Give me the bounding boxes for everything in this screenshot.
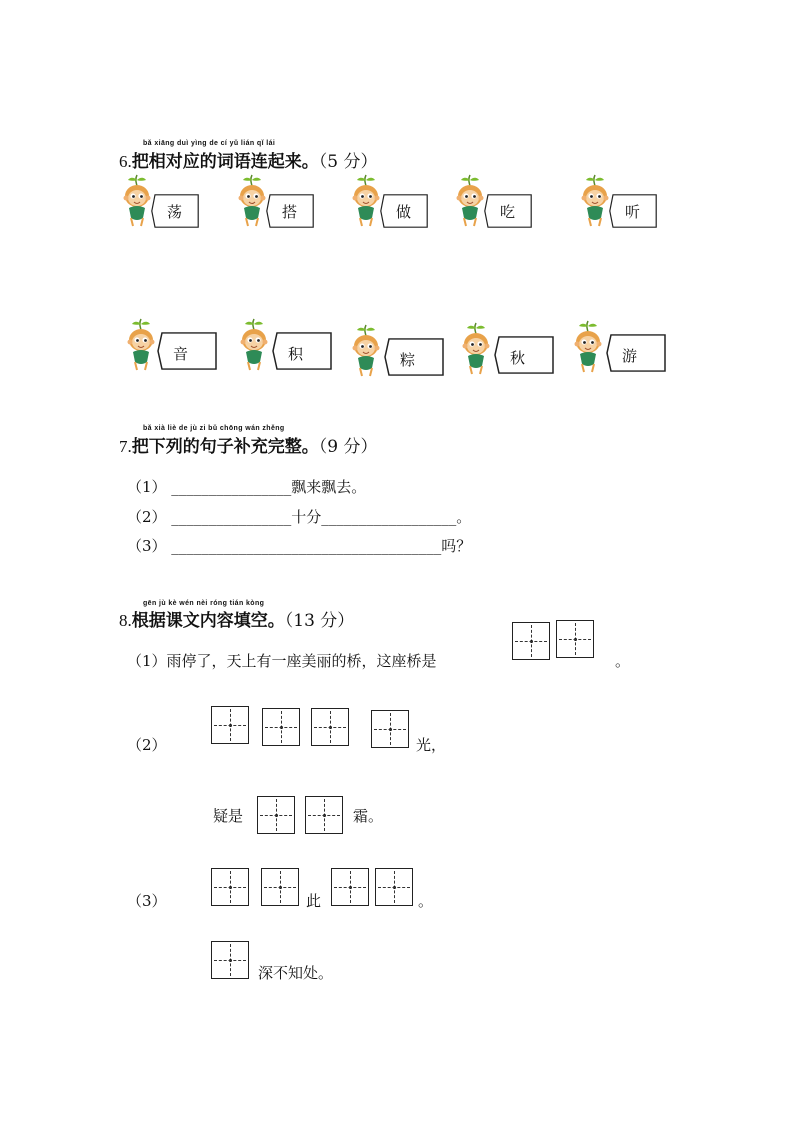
q6-score: （5 分） bbox=[318, 152, 378, 172]
q6-title-text: 把相对应的词语连起来。 bbox=[131, 152, 319, 172]
writing-grid-box[interactable] bbox=[331, 868, 369, 906]
mascot-icon bbox=[240, 318, 268, 372]
writing-grid-box[interactable] bbox=[375, 868, 413, 906]
q8-sub3-label: （3） bbox=[127, 892, 167, 910]
q7-line-2[interactable]: （2） ________________十分__________________。 bbox=[127, 508, 472, 526]
word-card-6[interactable] bbox=[127, 318, 189, 376]
q7-title bbox=[119, 432, 377, 457]
q6-pinyin: bǎ xiāng duì yìng de cí yǔ lián qǐ lái bbox=[143, 140, 276, 147]
word-card-8[interactable] bbox=[352, 324, 416, 382]
writing-grid-box[interactable] bbox=[257, 796, 295, 834]
word: 吃 bbox=[500, 203, 516, 221]
word: 秋 bbox=[510, 349, 526, 367]
q7-title-text: 把下列的句子补充完整。 bbox=[131, 437, 319, 457]
q8-sub3-end: 。 bbox=[418, 892, 434, 910]
q8-title-text: 根据课文内容填空。 bbox=[131, 611, 285, 631]
writing-grid-box[interactable] bbox=[311, 708, 349, 746]
q8-number: 8. bbox=[119, 611, 132, 630]
mascot-icon bbox=[238, 174, 266, 228]
writing-grid-box[interactable] bbox=[211, 941, 249, 979]
q8-sub1 bbox=[127, 650, 437, 671]
word-card-10[interactable] bbox=[574, 320, 638, 378]
word-card-7[interactable] bbox=[240, 318, 304, 376]
word: 听 bbox=[625, 203, 641, 221]
q8-sub2-line2-start: 疑是 bbox=[213, 807, 244, 825]
writing-grid-box[interactable] bbox=[261, 868, 299, 906]
word-card-2[interactable] bbox=[238, 174, 298, 232]
q7-pinyin: bǎ xià liè de jù zi bǔ chōng wán zhěng bbox=[143, 425, 285, 432]
word: 积 bbox=[288, 345, 304, 363]
writing-grid-box[interactable] bbox=[262, 708, 300, 746]
writing-grid-box[interactable] bbox=[305, 796, 343, 834]
mascot-icon bbox=[456, 174, 484, 228]
word: 音 bbox=[173, 345, 189, 363]
q8-sub2-end: 光， bbox=[416, 736, 447, 754]
word-card-3[interactable] bbox=[352, 174, 412, 232]
mascot-icon bbox=[462, 322, 490, 376]
word: 游 bbox=[622, 347, 638, 365]
q6-title bbox=[119, 147, 377, 172]
q8-sub2-line2-end: 霜。 bbox=[353, 807, 384, 825]
q7-score: （9 分） bbox=[318, 437, 378, 457]
word-card-9[interactable] bbox=[462, 322, 526, 380]
q7-line-1[interactable]: （1） ________________飘来飘去。 bbox=[127, 478, 367, 496]
mascot-icon bbox=[574, 320, 602, 374]
mascot-icon bbox=[352, 174, 380, 228]
word-card-4[interactable] bbox=[456, 174, 516, 232]
q8-sub3-mid: 此 bbox=[306, 892, 322, 910]
word-card-1[interactable] bbox=[123, 174, 183, 232]
q8-title bbox=[119, 606, 354, 631]
q8-sub1-label: （1） bbox=[127, 652, 167, 670]
writing-grid-box[interactable] bbox=[556, 620, 594, 658]
q8-score: （13 分） bbox=[284, 611, 355, 631]
mascot-icon bbox=[352, 324, 380, 378]
q6-number: 6. bbox=[119, 152, 132, 171]
q7-line-3[interactable]: （3） ____________________________________吗？ bbox=[127, 537, 472, 555]
word: 粽 bbox=[400, 351, 416, 369]
mascot-icon bbox=[123, 174, 151, 228]
q7-number: 7. bbox=[119, 437, 132, 456]
word: 荡 bbox=[167, 203, 183, 221]
writing-grid-box[interactable] bbox=[371, 710, 409, 748]
writing-grid-box[interactable] bbox=[211, 868, 249, 906]
word-card-5[interactable] bbox=[581, 174, 641, 232]
word: 做 bbox=[396, 203, 412, 221]
q8-sub1-end: 。 bbox=[615, 652, 631, 670]
q8-pinyin: gēn jù kè wén nèi róng tián kòng bbox=[143, 600, 265, 607]
q8-sub3-line2-end: 深不知处。 bbox=[258, 964, 334, 982]
mascot-icon bbox=[581, 174, 609, 228]
q8-sub1-text: 雨停了，天上有一座美丽的桥，这座桥是 bbox=[166, 652, 437, 670]
word: 搭 bbox=[282, 203, 298, 221]
writing-grid-box[interactable] bbox=[211, 706, 249, 744]
q8-sub2-label: （2） bbox=[127, 736, 167, 754]
writing-grid-box[interactable] bbox=[512, 622, 550, 660]
mascot-icon bbox=[127, 318, 155, 372]
